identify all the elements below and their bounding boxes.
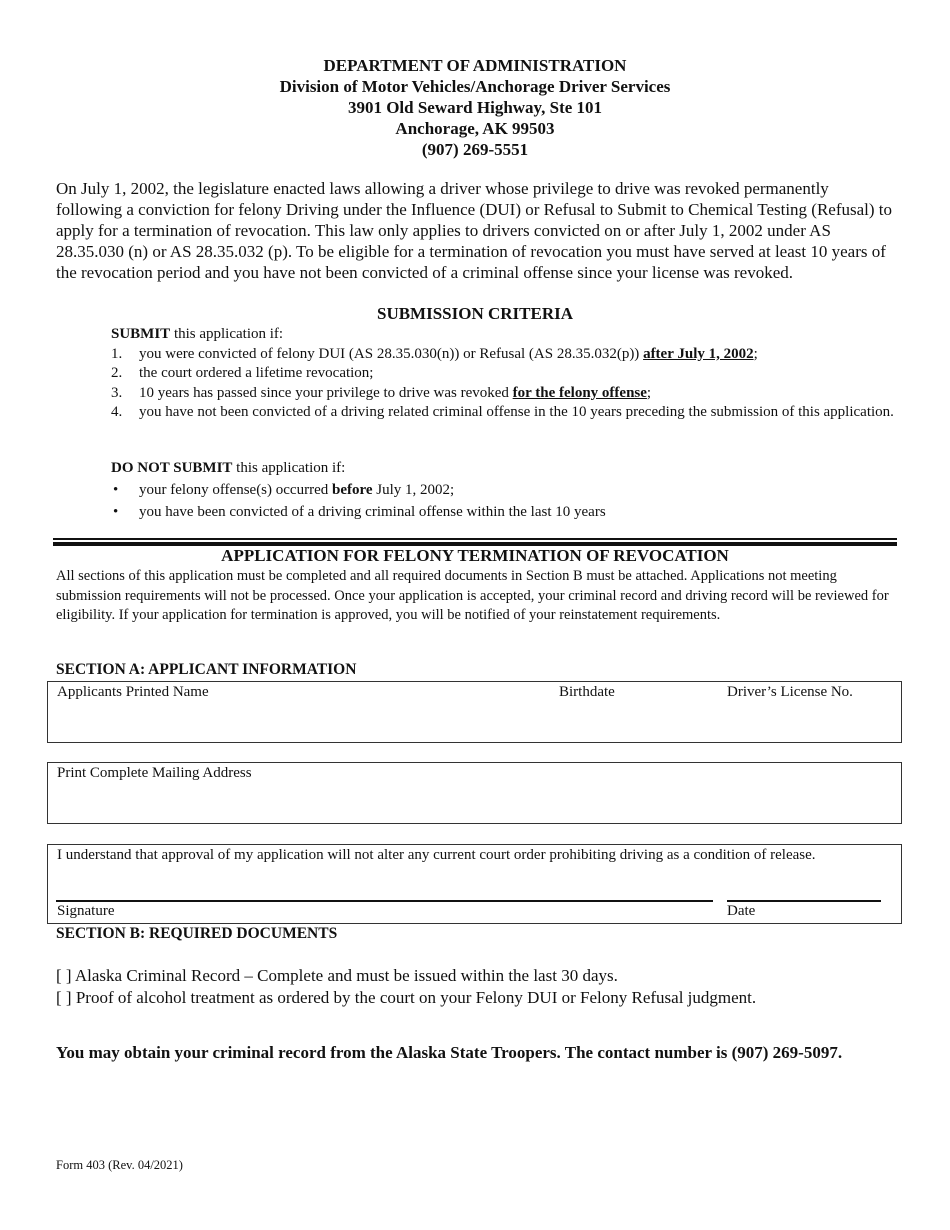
required-documents-list: [56, 965, 906, 1008]
list-item: 2. the court ordered a lifetime revocation;: [111, 365, 374, 381]
list-item: 3. 10 years has passed since your privilege to drive was revoked for the felony offense;: [111, 384, 652, 401]
section-a-heading: SECTION A: APPLICANT INFORMATION: [56, 661, 357, 678]
applicant-name-label: Applicants Printed Name: [57, 684, 209, 700]
list-item: 1. you were convicted of felony DUI (AS 28.35.030(n)) or Refusal (AS 28.35.032(p)) after July 1, 2002;: [111, 345, 758, 362]
divider-line: [53, 538, 897, 540]
mailing-address-label: Print Complete Mailing Address: [57, 765, 252, 781]
signature-line[interactable]: [56, 900, 713, 902]
list-item: • you have been convicted of a driving criminal offense within the last 10 years: [111, 501, 901, 523]
date-label: Date: [727, 903, 756, 919]
applicant-info-box[interactable]: [47, 681, 902, 743]
intro-paragraph: On July 1, 2002, the legislature enacted laws allowing a driver whose privilege to drive was revoked permanently following a conviction for felony Driving under the Influence (DUI) or Refusal to Submit to Chemical Testing (Refusal) to apply for a termination of revocation. This law only applies to drivers convicted on or after July 1, 2002 under AS 28.35.030 (n) or AS 28.35.032 (p). To be eligible for a termination of revocation you must have served at least 10 years of the revocation period and you have not been convicted of a criminal offense since your license was revoked.: [56, 179, 893, 282]
mailing-address-box[interactable]: [47, 762, 902, 824]
alcohol-treatment-checkbox-item[interactable]: [ ] Proof of alcohol treatment as ordered by the court on your Felony DUI or Felony Refusal judgment.: [56, 987, 757, 1007]
submit-intro: SUBMIT this application if:: [111, 326, 284, 342]
application-description: All sections of this application must be completed and all required documents in Section B must be attached. Applications not meeting submission requirements will not be processed. Once your application is accepted, your criminal record and driving record will be reviewed for eligibility. If your application for termination is approved, you will be notified of your reinstatement requirements.: [56, 568, 889, 623]
application-title: APPLICATION FOR FELONY TERMINATION OF REVOCATION: [221, 546, 729, 565]
acknowledgement-text: I understand that approval of my application will not alter any current court order prohibiting driving as a condition of release.: [57, 847, 816, 863]
agency-header: [0, 55, 950, 160]
submission-criteria-title: SUBMISSION CRITERIA: [376, 304, 574, 323]
bullet-icon: •: [113, 482, 119, 498]
header-division: Division of Motor Vehicles/Anchorage Driver Services: [279, 77, 671, 96]
do-not-submit-criteria: [111, 457, 901, 523]
date-line[interactable]: [727, 900, 881, 902]
license-number-label: Driver’s License No.: [727, 684, 853, 700]
submit-list: [111, 345, 901, 423]
form-number: Form 403 (Rev. 04/2021): [56, 1158, 183, 1172]
signature-label: Signature: [57, 903, 115, 919]
list-item: • your felony offense(s) occurred before July 1, 2002;: [111, 479, 901, 501]
birthdate-label: Birthdate: [559, 684, 615, 700]
header-phone: (907) 269-5551: [421, 140, 529, 159]
list-item: 4. you have not been convicted of a driving related criminal offense in the 10 years preceding the submission of this application.: [111, 404, 894, 420]
criminal-record-checkbox-item[interactable]: [ ] Alaska Criminal Record – Complete and must be issued within the last 30 days.: [56, 966, 618, 985]
header-department: DEPARTMENT OF ADMINISTRATION: [323, 56, 627, 75]
bullet-icon: •: [113, 504, 119, 520]
submit-criteria: [111, 325, 901, 423]
contact-note: You may obtain your criminal record from the Alaska State Troopers. The contact number is (907) 269-5097.: [56, 1043, 843, 1062]
section-b-heading: SECTION B: REQUIRED DOCUMENTS: [56, 925, 338, 942]
header-city: Anchorage, AK 99503: [395, 119, 555, 138]
header-street: 3901 Old Seward Highway, Ste 101: [347, 98, 603, 117]
acknowledgement-box: [47, 844, 902, 924]
do-not-submit-intro: DO NOT SUBMIT this application if:: [111, 460, 346, 476]
